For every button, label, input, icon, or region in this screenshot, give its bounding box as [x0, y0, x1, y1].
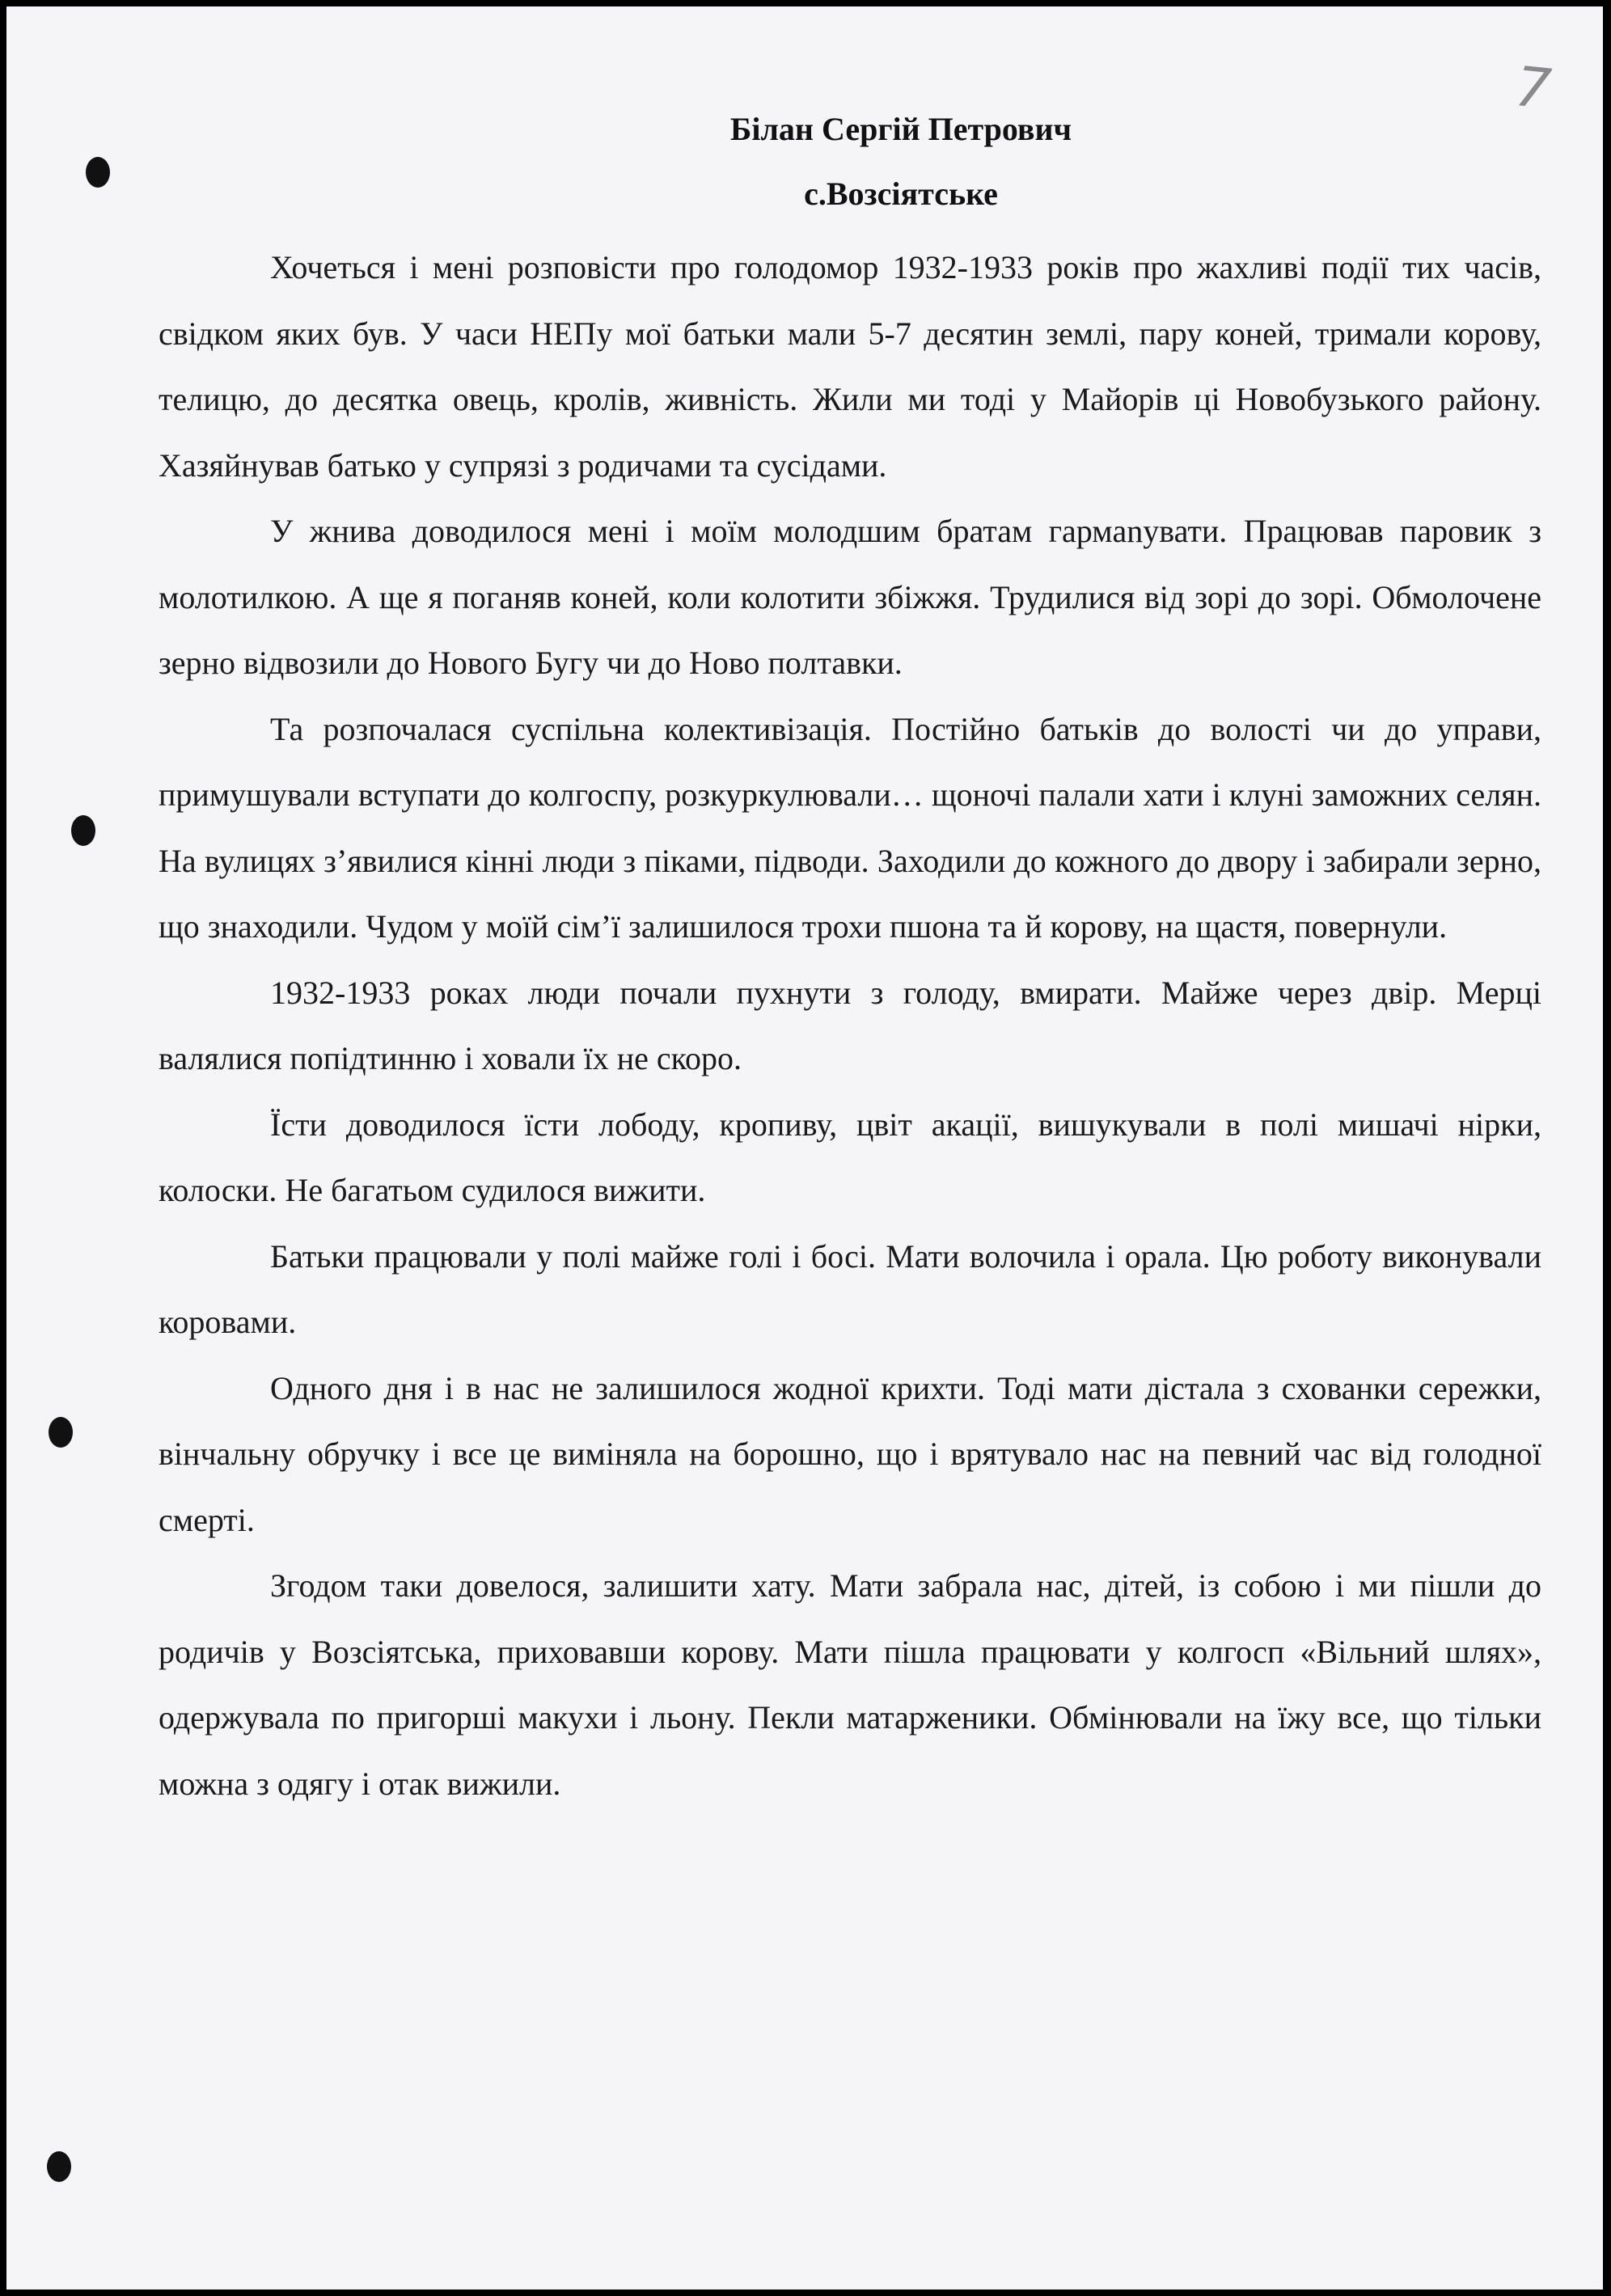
- village-heading: с.Возсіятське: [804, 175, 998, 212]
- paragraph: 1932-1933 роках люди почали пухнути з голоду, вмирати. Майже через двір. Мерці валялися попідтинню і ховали їх не скоро.: [159, 974, 1541, 1076]
- paragraph: Хочеться і мені розповісти про голодомор 1932-1933 років про жахливі події тих часів, свідком яких був. У часи НЕПу мої батьки мали 5-7 десятин землі, пару коней, тримали корову, телицю, до десятка овець, кролів, живність. Жили ми тоді у Майорів ці Новобузького району. Хазяйнував батько у супрязі з родичами та сусідами.: [159, 249, 1541, 484]
- document-page: [6, 6, 1603, 2290]
- punch-hole: [47, 2151, 71, 2182]
- punch-hole: [49, 1417, 73, 1448]
- paragraph: Та розпочалася суспільна колективізація. Постійно батьків до волості чи до управи, примушували вступати до колгоспу, розкуркулювали… щоночі палали хати і клуні заможних селян. На вулицях з’явилися кінні люди з піками, підводи. Заходили до кожного до двору і забирали зерно, що знаходили. Чудом у моїй сім’ї залишилося трохи пшона та й корову, на щастя, повернули.: [159, 710, 1541, 945]
- page-number: 7: [1512, 54, 1554, 123]
- paragraph: Згодом таки довелося, залишити хату. Мати забрала нас, дітей, із собою і ми пішли до родичів у Возсіятська, приховавши корову. Мати пішла працювати у колгосп «Вільний шлях», одержувала по пригорші макухи і льону. Пекли матарженики. Обмінювали на їжу все, що тільки можна з одягу і отак вижили.: [159, 1567, 1541, 1802]
- paragraph: Одного дня і в нас не залишилося жодної крихти. Тоді мати дістала з схованки сережки, вінчальну обручку і все це виміняла на борошно, що і врятувало нас на певний час від голодної смерті.: [159, 1369, 1541, 1538]
- punch-hole: [71, 815, 95, 846]
- paragraph: У жнива доводилося мені і моїм молодшим братам гармanувати. Працював паровик з молотилкою. А ще я поганяв коней, коли колотити збіжжя. Трудилися від зорі до зорі. Обмолочене зерно відвозили до Нового Бугу чи до Ново полтавки.: [159, 513, 1541, 681]
- author-name-heading: Білан Сергій Петрович: [729, 111, 1072, 147]
- paragraph: Батьки працювали у полі майже голі і босі. Мати волочила і орала. Цю роботу виконували коровами.: [159, 1237, 1541, 1340]
- paragraph: Їсти доводилося їсти лободу, кропиву, цвіт акації, вишукували в полі мишачі нірки, колоски. Не багатьом судилося вижити.: [159, 1106, 1541, 1208]
- document-body: [159, 235, 1541, 1816]
